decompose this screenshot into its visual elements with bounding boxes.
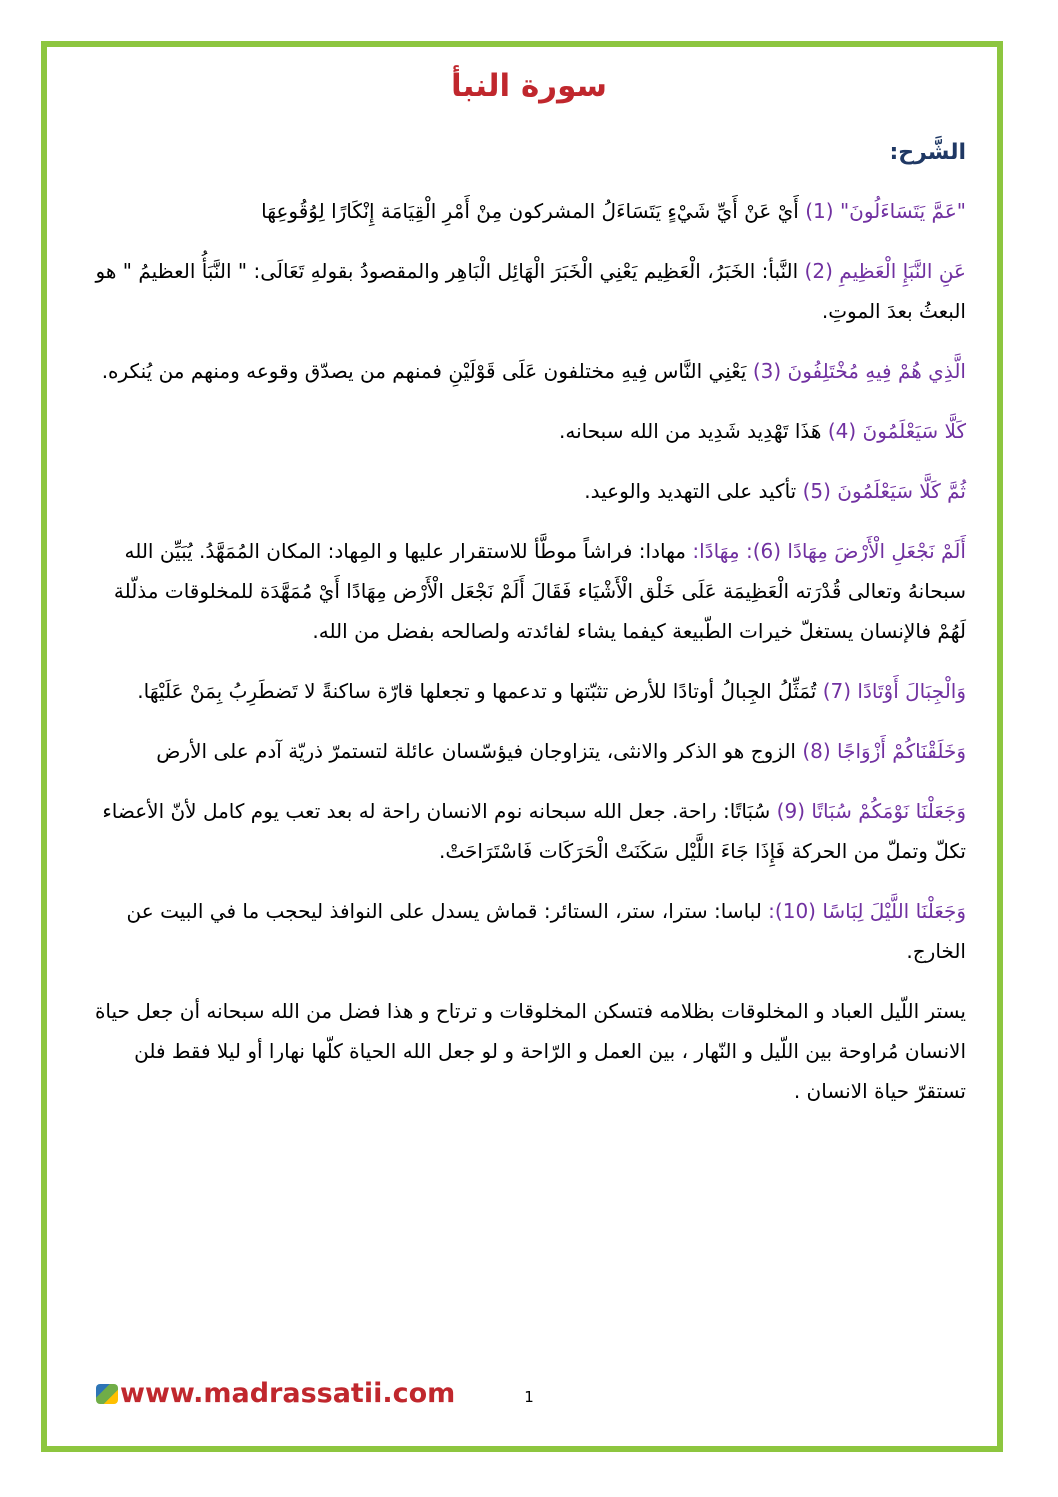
verse-text: "عَمَّ يَتَسَاءَلُونَ" (1) [805,199,966,223]
explanation-text: مهادا: فراشاً موطَّأ للاستقرار عليها و المِهاد: المكان المُمَهَّدُ. يُبَيِّن الله سبحانهُ وتعالى قُدْرَته الْعَظِيمَة عَلَى خَلْق الْأَشْيَاء فَقَالَ أَلَمْ نَجْعَل الْأَرْض مِهَادًا أَيْ مُمَهَّدَة للمخلوقات مذلّلة لَهُمْ فالإنسان يستغلّ خيرات الطّبيعة كيفما يشاء لفائدته ولصالحه بفضل من الله. [113,539,966,643]
verse-text: أَلَمْ نَجْعَلِ الْأَرْضَ مِهَادًا (6): مِهَادًا: [692,539,966,563]
document-body [92,140,966,1131]
verse-text: ثُمَّ كَلَّا سَيَعْلَمُونَ (5) [802,479,966,503]
paragraph-4 [92,411,966,451]
verse-text: وَجَعَلْنَا نَوْمَكُمْ سُبَاتًا (9) [776,799,966,823]
explanation-text: أَيْ عَنْ أَيِّ شَيْءٍ يَتَسَاءَلُ المشركون مِنْ أَمْرِ الْقِيَامَة إِنْكَارًا لِوُقُوعِهَا [261,199,799,223]
paragraph-10 [92,891,966,971]
verse-text: كَلَّا سَيَعْلَمُونَ (4) [827,419,966,443]
paragraph-11 [92,991,966,1111]
verse-text: وَالْجِبَالَ أَوْتَادًا (7) [822,679,966,703]
verse-text: وَجَعَلْنَا اللَّيْلَ لِبَاسًا (10): [768,899,966,923]
explanation-text: لباسا: سترا، ستر، الستائر: قماش يسدل على النوافذ ليحجب ما في البيت عن الخارج. [126,899,966,963]
page-number: 1 [524,1388,534,1406]
paragraph-2 [92,251,966,331]
paragraph-5 [92,471,966,511]
explanation-text: النَّبأ: الخَبَرُ، الْعَظِيم يَعْنِي الْخَبَرَ الْهَائِل الْبَاهِر والمقصودُ بقولهِ تَعَالَى: " النَّبَأُ العظيمُ " هو البعثُ بعدَ الموتِ. [95,259,966,323]
explanation-text: سُبَاتًا: راحة. جعل الله سبحانه نوم الانسان راحة له بعد تعب يوم كامل لأنّ الأعضاء تكلّ وتملّ من الحركة فَإِذَا جَاءَ اللَّيْل سَكَنَتْ الْحَرَكَات فَاسْتَرَاحَتْ. [102,799,966,863]
explanation-text: هَذَا تَهْدِيد شَدِيد من الله سبحانه. [559,419,822,443]
explanation-text: تأكيد على التهديد والوعيد. [584,479,797,503]
explanation-text: يَعْنِي النَّاس فِيهِ مختلفون عَلَى قَوْلَيْنِ فمنهم من يصدّق وقوعه ومنهم من يُنكره. [101,359,747,383]
site-url: www.madrassatii.com [120,1378,456,1409]
verse-text: وَخَلَقْنَاكُمْ أَزْوَاجًا (8) [802,739,966,763]
paragraph-7 [92,671,966,711]
page-title: سورة النبأ [450,68,608,104]
explanation-text: الزوج هو الذكر والانثى، يتزاوجان فيؤسّسان عائلة لتستمرّ ذريّة آدم على الأرض [156,739,796,763]
explanation-heading: الشَّرح: [889,140,966,165]
paragraph-9 [92,791,966,871]
paragraph-1 [92,191,966,231]
paragraph-3 [92,351,966,391]
explanation-text: تُمَثِّلُ الجِبالُ أوتادًا للأرض تثبّتها و تدعمها و تجعلها قارّة ساكنةً لا تَضطَرِبُ بِمَنْ عَلَيْهَا. [137,679,817,703]
verse-text: عَنِ النَّبَإِ الْعَظِيمِ (2) [804,259,966,283]
verse-text: الَّذِي هُمْ فِيهِ مُخْتَلِفُونَ (3) [752,359,966,383]
explanation-text: يستر اللّيل العباد و المخلوقات بظلامه فتسكن المخلوقات و ترتاح و هذا فضل من الله سبحانه أن جعل حياة الانسان مُراوحة بين اللّيل و النّهار ، بين العمل و الرّاحة و لو جعل الله الحياة كلّها نهارا أو ليلا فقط فلن تستقرّ حياة الانسان . [94,999,966,1103]
paragraph-8 [92,731,966,771]
paragraph-6 [92,531,966,651]
